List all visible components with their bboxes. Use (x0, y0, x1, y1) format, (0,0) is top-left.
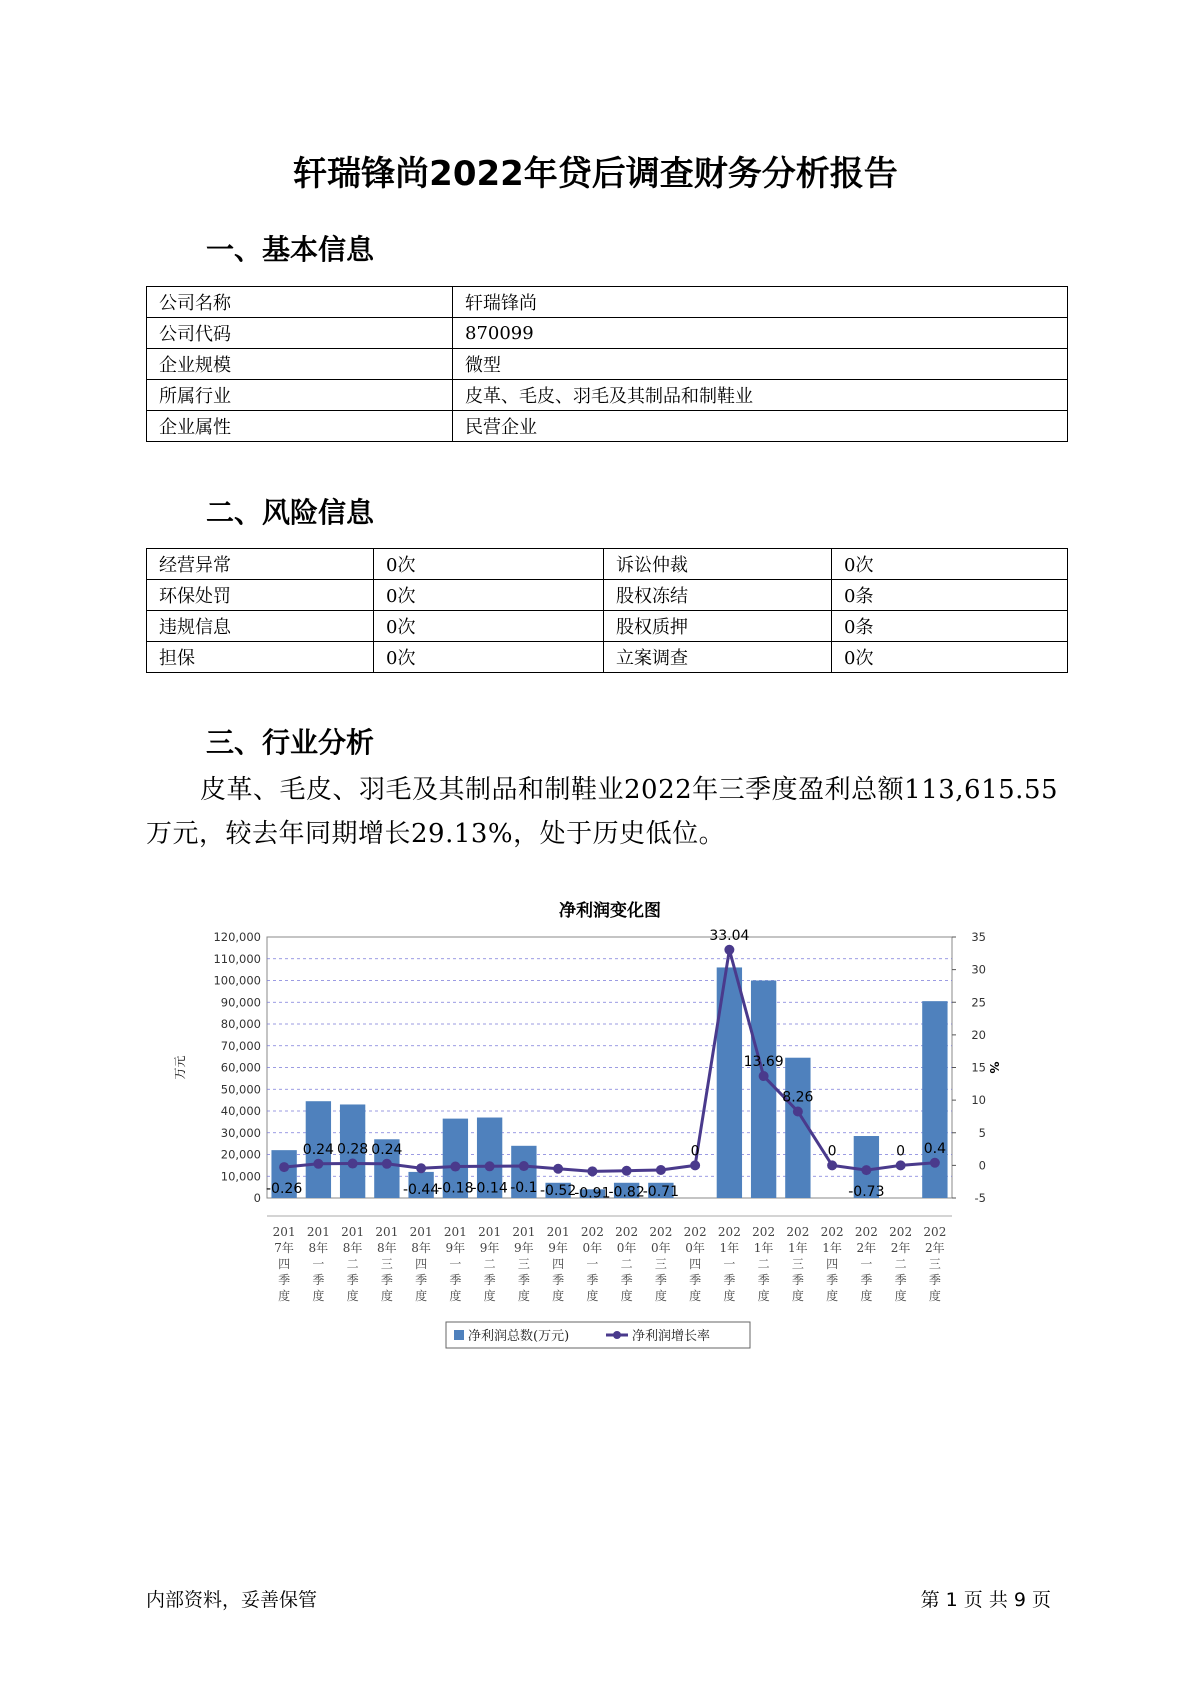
x-tick-label: 季 (689, 1273, 702, 1287)
report-title: 轩瑞锋尚2022年贷后调查财务分析报告 (293, 154, 898, 194)
growth-rate-point (587, 1166, 597, 1176)
data-label: 0.24 (371, 1141, 403, 1158)
growth-rate-point (759, 1071, 769, 1081)
x-tick-label: 二 (757, 1257, 770, 1271)
x-tick-label: 四 (278, 1257, 291, 1271)
basic-info-value: 870099 (453, 318, 1068, 349)
x-tick-label: 季 (723, 1273, 736, 1287)
footer-confidential-note: 内部资料，妥善保管 (146, 1589, 318, 1611)
x-tick-label: 三 (380, 1257, 393, 1271)
x-tick-label: 1年 (822, 1241, 842, 1255)
x-tick-label: 度 (928, 1289, 941, 1303)
growth-rate-point (930, 1158, 940, 1168)
x-tick-label: 0年 (685, 1241, 705, 1255)
x-tick-label: 度 (791, 1289, 804, 1303)
x-tick-label: 度 (415, 1289, 428, 1303)
risk-info-row (147, 580, 1068, 611)
basic-info-row (147, 287, 1068, 318)
x-tick-label: 度 (654, 1289, 667, 1303)
basic-info-value: 皮革、毛皮、羽毛及其制品和制鞋业 (453, 380, 1068, 411)
x-tick-label: 202 (820, 1225, 844, 1239)
x-tick-label: 0年 (582, 1241, 603, 1255)
y-tick-label: 90,000 (220, 995, 261, 1010)
section-heading-industry: 三、行业分析 (206, 726, 375, 759)
net-profit-chart (170, 885, 1030, 1365)
basic-info-row (147, 318, 1068, 349)
x-tick-label: 度 (586, 1289, 599, 1303)
x-tick-label: 201 (478, 1225, 502, 1239)
x-tick-label: 1年 (719, 1241, 740, 1255)
growth-rate-point (622, 1166, 632, 1176)
x-tick-label: 季 (757, 1273, 770, 1287)
data-label: -0.1 (510, 1180, 538, 1197)
y-tick-label: 40,000 (220, 1104, 261, 1118)
y2-tick-label: 20 (971, 1027, 986, 1042)
x-tick-label: 1年 (788, 1241, 808, 1255)
x-tick-label: 0年 (651, 1241, 671, 1255)
risk-info-table (146, 548, 1068, 673)
x-tick-label: 度 (278, 1289, 291, 1303)
risk-info-value: 0次 (374, 642, 604, 673)
y-tick-label: 60,000 (220, 1060, 261, 1075)
risk-info-value: 0次 (832, 549, 1068, 580)
x-tick-label: 度 (380, 1289, 393, 1303)
basic-info-table (146, 286, 1068, 442)
data-label: -0.91 (574, 1185, 611, 1202)
basic-info-label: 公司代码 (147, 318, 453, 349)
basic-info-label: 公司名称 (147, 287, 453, 318)
y2-tick-label: 5 (978, 1125, 986, 1140)
data-label: 0 (690, 1143, 700, 1160)
x-tick-label: 二 (620, 1257, 633, 1271)
x-tick-label: 季 (346, 1273, 359, 1287)
x-tick-label: 一 (860, 1257, 873, 1271)
x-tick-label: 度 (449, 1289, 462, 1303)
risk-info-value: 0条 (832, 580, 1068, 611)
x-tick-label: 季 (449, 1273, 462, 1287)
y2-tick-label: 0 (978, 1158, 986, 1173)
x-tick-label: 三 (654, 1257, 667, 1271)
industry-analysis-text: 皮革、毛皮、羽毛及其制品和制鞋业2022年三季度盈利总额113,615.55万元，较去年同期增长29.13%，处于历史低位。 (146, 775, 1059, 849)
x-tick-label: 三 (517, 1257, 530, 1271)
y2-tick-label: -5 (974, 1191, 986, 1205)
data-label: 8.26 (782, 1089, 814, 1106)
growth-rate-point (861, 1165, 871, 1175)
growth-rate-point (519, 1161, 529, 1171)
x-tick-label: 201 (409, 1225, 433, 1239)
y2-tick-label: 30 (971, 962, 986, 977)
basic-info-value: 微型 (453, 349, 1068, 380)
x-tick-label: 度 (346, 1289, 359, 1303)
y2-tick-label: 25 (971, 995, 986, 1010)
y-tick-label: 80,000 (220, 1017, 261, 1031)
x-tick-label: 一 (312, 1257, 325, 1271)
x-tick-label: 8年 (377, 1241, 397, 1255)
x-tick-label: 度 (517, 1289, 530, 1303)
y-tick-label: 50,000 (220, 1082, 261, 1097)
x-tick-label: 季 (860, 1273, 873, 1287)
x-tick-label: 2年 (890, 1241, 911, 1255)
data-label: 0 (827, 1143, 837, 1160)
x-tick-label: 2年 (856, 1241, 877, 1255)
risk-info-label: 担保 (147, 642, 374, 673)
growth-rate-point (348, 1159, 358, 1169)
x-tick-label: 二 (346, 1257, 359, 1271)
y-axis-label: 万元 (173, 1055, 187, 1080)
y2-tick-label: 10 (971, 1093, 986, 1108)
x-tick-label: 202 (786, 1225, 810, 1239)
data-label: -0.71 (642, 1184, 679, 1201)
x-tick-label: 二 (894, 1257, 907, 1271)
x-tick-label: 季 (552, 1273, 565, 1287)
data-label: 13.69 (743, 1054, 784, 1071)
x-tick-label: 0年 (616, 1241, 637, 1255)
x-tick-label: 202 (580, 1225, 604, 1239)
x-tick-label: 四 (415, 1257, 428, 1271)
x-tick-label: 7年 (274, 1241, 294, 1255)
x-tick-label: 1年 (753, 1241, 774, 1255)
y2-tick-label: 15 (971, 1060, 986, 1075)
x-tick-label: 202 (854, 1225, 878, 1239)
x-tick-label: 季 (654, 1273, 667, 1287)
footer-page-number: 第 1 页 共 9 页 (920, 1589, 1051, 1611)
x-tick-label: 9年 (445, 1241, 466, 1255)
x-tick-label: 度 (312, 1289, 325, 1303)
x-tick-label: 202 (923, 1225, 947, 1239)
x-tick-label: 201 (443, 1225, 467, 1239)
x-tick-label: 8年 (411, 1241, 431, 1255)
x-tick-label: 度 (757, 1289, 770, 1303)
x-tick-label: 季 (312, 1273, 325, 1287)
x-tick-label: 度 (552, 1289, 565, 1303)
legend-swatch-bar (454, 1330, 464, 1340)
risk-info-value: 0次 (832, 642, 1068, 673)
x-tick-label: 四 (826, 1257, 839, 1271)
x-tick-label: 一 (586, 1257, 599, 1271)
y-tick-label: 10,000 (220, 1169, 261, 1184)
risk-info-label: 经营异常 (147, 549, 374, 580)
growth-rate-point (896, 1160, 906, 1170)
growth-rate-point (382, 1159, 392, 1169)
x-tick-label: 季 (278, 1273, 291, 1287)
data-label: -0.44 (403, 1182, 440, 1199)
risk-info-label: 股权冻结 (604, 580, 832, 611)
risk-info-value: 0次 (374, 549, 604, 580)
x-tick-label: 四 (552, 1257, 565, 1271)
data-label: -0.18 (437, 1180, 474, 1197)
risk-info-row (147, 611, 1068, 642)
growth-rate-point (656, 1165, 666, 1175)
y-tick-label: 120,000 (213, 930, 261, 944)
risk-info-label: 立案调查 (604, 642, 832, 673)
y-tick-label: 100,000 (213, 973, 261, 988)
growth-rate-point (313, 1159, 323, 1169)
data-label: -0.82 (608, 1184, 645, 1201)
x-tick-label: 度 (894, 1289, 907, 1303)
y-tick-label: 30,000 (220, 1125, 261, 1140)
basic-info-value: 民营企业 (453, 411, 1068, 442)
x-tick-label: 8年 (342, 1241, 363, 1255)
x-tick-label: 202 (649, 1225, 673, 1239)
x-tick-label: 季 (415, 1273, 428, 1287)
x-tick-label: 201 (375, 1225, 399, 1239)
data-label: 0.28 (337, 1141, 369, 1158)
growth-rate-point (416, 1163, 426, 1173)
x-tick-label: 202 (889, 1225, 913, 1239)
risk-info-row (147, 642, 1068, 673)
x-tick-label: 一 (449, 1257, 462, 1271)
growth-rate-point (690, 1160, 700, 1170)
data-label: -0.14 (471, 1180, 508, 1197)
risk-info-label: 违规信息 (147, 611, 374, 642)
data-label: 0 (896, 1143, 906, 1160)
x-tick-label: 度 (483, 1289, 496, 1303)
x-tick-label: 季 (826, 1273, 839, 1287)
growth-rate-point (279, 1162, 289, 1172)
x-tick-label: 一 (723, 1257, 736, 1271)
basic-info-row (147, 349, 1068, 380)
risk-info-value: 0条 (832, 611, 1068, 642)
data-label: 0.24 (302, 1141, 334, 1158)
legend-swatch-point (613, 1331, 621, 1339)
risk-info-value: 0次 (374, 611, 604, 642)
x-tick-label: 201 (512, 1225, 536, 1239)
basic-info-label: 企业属性 (147, 411, 453, 442)
x-tick-label: 三 (791, 1257, 804, 1271)
growth-rate-point (724, 945, 734, 955)
basic-info-row (147, 380, 1068, 411)
y-tick-label: 70,000 (220, 1038, 261, 1053)
legend-label-line: 净利润增长率 (632, 1329, 711, 1344)
x-tick-label: 度 (620, 1289, 633, 1303)
x-tick-label: 9年 (548, 1241, 568, 1255)
basic-info-value: 轩瑞锋尚 (453, 287, 1068, 318)
chart-title: 净利润变化图 (559, 901, 661, 921)
basic-info-label: 所属行业 (147, 380, 453, 411)
risk-info-row (147, 549, 1068, 580)
growth-rate-point (793, 1106, 803, 1116)
data-label: -0.73 (848, 1184, 885, 1201)
growth-rate-point (450, 1162, 460, 1172)
growth-rate-point (485, 1161, 495, 1171)
x-tick-label: 201 (272, 1225, 296, 1239)
x-tick-label: 二 (483, 1257, 496, 1271)
x-tick-label: 8年 (308, 1241, 329, 1255)
x-tick-label: 201 (306, 1225, 330, 1239)
risk-info-label: 诉讼仲裁 (604, 549, 832, 580)
risk-info-label: 环保处罚 (147, 580, 374, 611)
x-tick-label: 202 (717, 1225, 741, 1239)
x-tick-label: 四 (689, 1257, 702, 1271)
x-tick-label: 季 (517, 1273, 530, 1287)
x-tick-label: 2年 (925, 1241, 945, 1255)
growth-rate-point (553, 1164, 563, 1174)
x-tick-label: 202 (683, 1225, 707, 1239)
data-label: 0.4 (923, 1140, 947, 1157)
data-label: -0.52 (540, 1182, 577, 1199)
risk-info-value: 0次 (374, 580, 604, 611)
y-tick-label: 0 (253, 1191, 261, 1205)
basic-info-row (147, 411, 1068, 442)
x-tick-label: 度 (689, 1289, 702, 1303)
x-tick-label: 度 (860, 1289, 873, 1303)
section-heading-risk: 二、风险信息 (206, 496, 375, 529)
y2-axis-label: % (987, 1061, 1001, 1074)
x-tick-label: 季 (483, 1273, 496, 1287)
bar (751, 981, 776, 1199)
x-tick-label: 季 (620, 1273, 633, 1287)
legend-label-bar: 净利润总数(万元) (468, 1329, 570, 1344)
basic-info-label: 企业规模 (147, 349, 453, 380)
x-tick-label: 季 (586, 1273, 599, 1287)
x-tick-label: 度 (723, 1289, 736, 1303)
data-label: 33.04 (709, 927, 750, 944)
x-tick-label: 季 (380, 1273, 393, 1287)
section-heading-basic: 一、基本信息 (206, 233, 375, 266)
x-tick-label: 三 (928, 1257, 941, 1271)
y2-tick-label: 35 (971, 930, 986, 944)
x-tick-label: 202 (752, 1225, 776, 1239)
x-tick-label: 度 (826, 1289, 839, 1303)
x-tick-label: 201 (341, 1225, 365, 1239)
risk-info-label: 股权质押 (604, 611, 832, 642)
y-tick-label: 110,000 (213, 951, 261, 966)
x-tick-label: 9年 (479, 1241, 500, 1255)
x-tick-label: 202 (615, 1225, 639, 1239)
x-tick-label: 季 (928, 1273, 941, 1287)
x-tick-label: 季 (791, 1273, 804, 1287)
x-tick-label: 201 (546, 1225, 570, 1239)
growth-rate-point (827, 1160, 837, 1170)
bar (922, 1001, 947, 1198)
x-tick-label: 季 (894, 1273, 907, 1287)
x-tick-label: 9年 (514, 1241, 534, 1255)
y-tick-label: 20,000 (220, 1147, 261, 1162)
data-label: -0.26 (266, 1181, 303, 1198)
